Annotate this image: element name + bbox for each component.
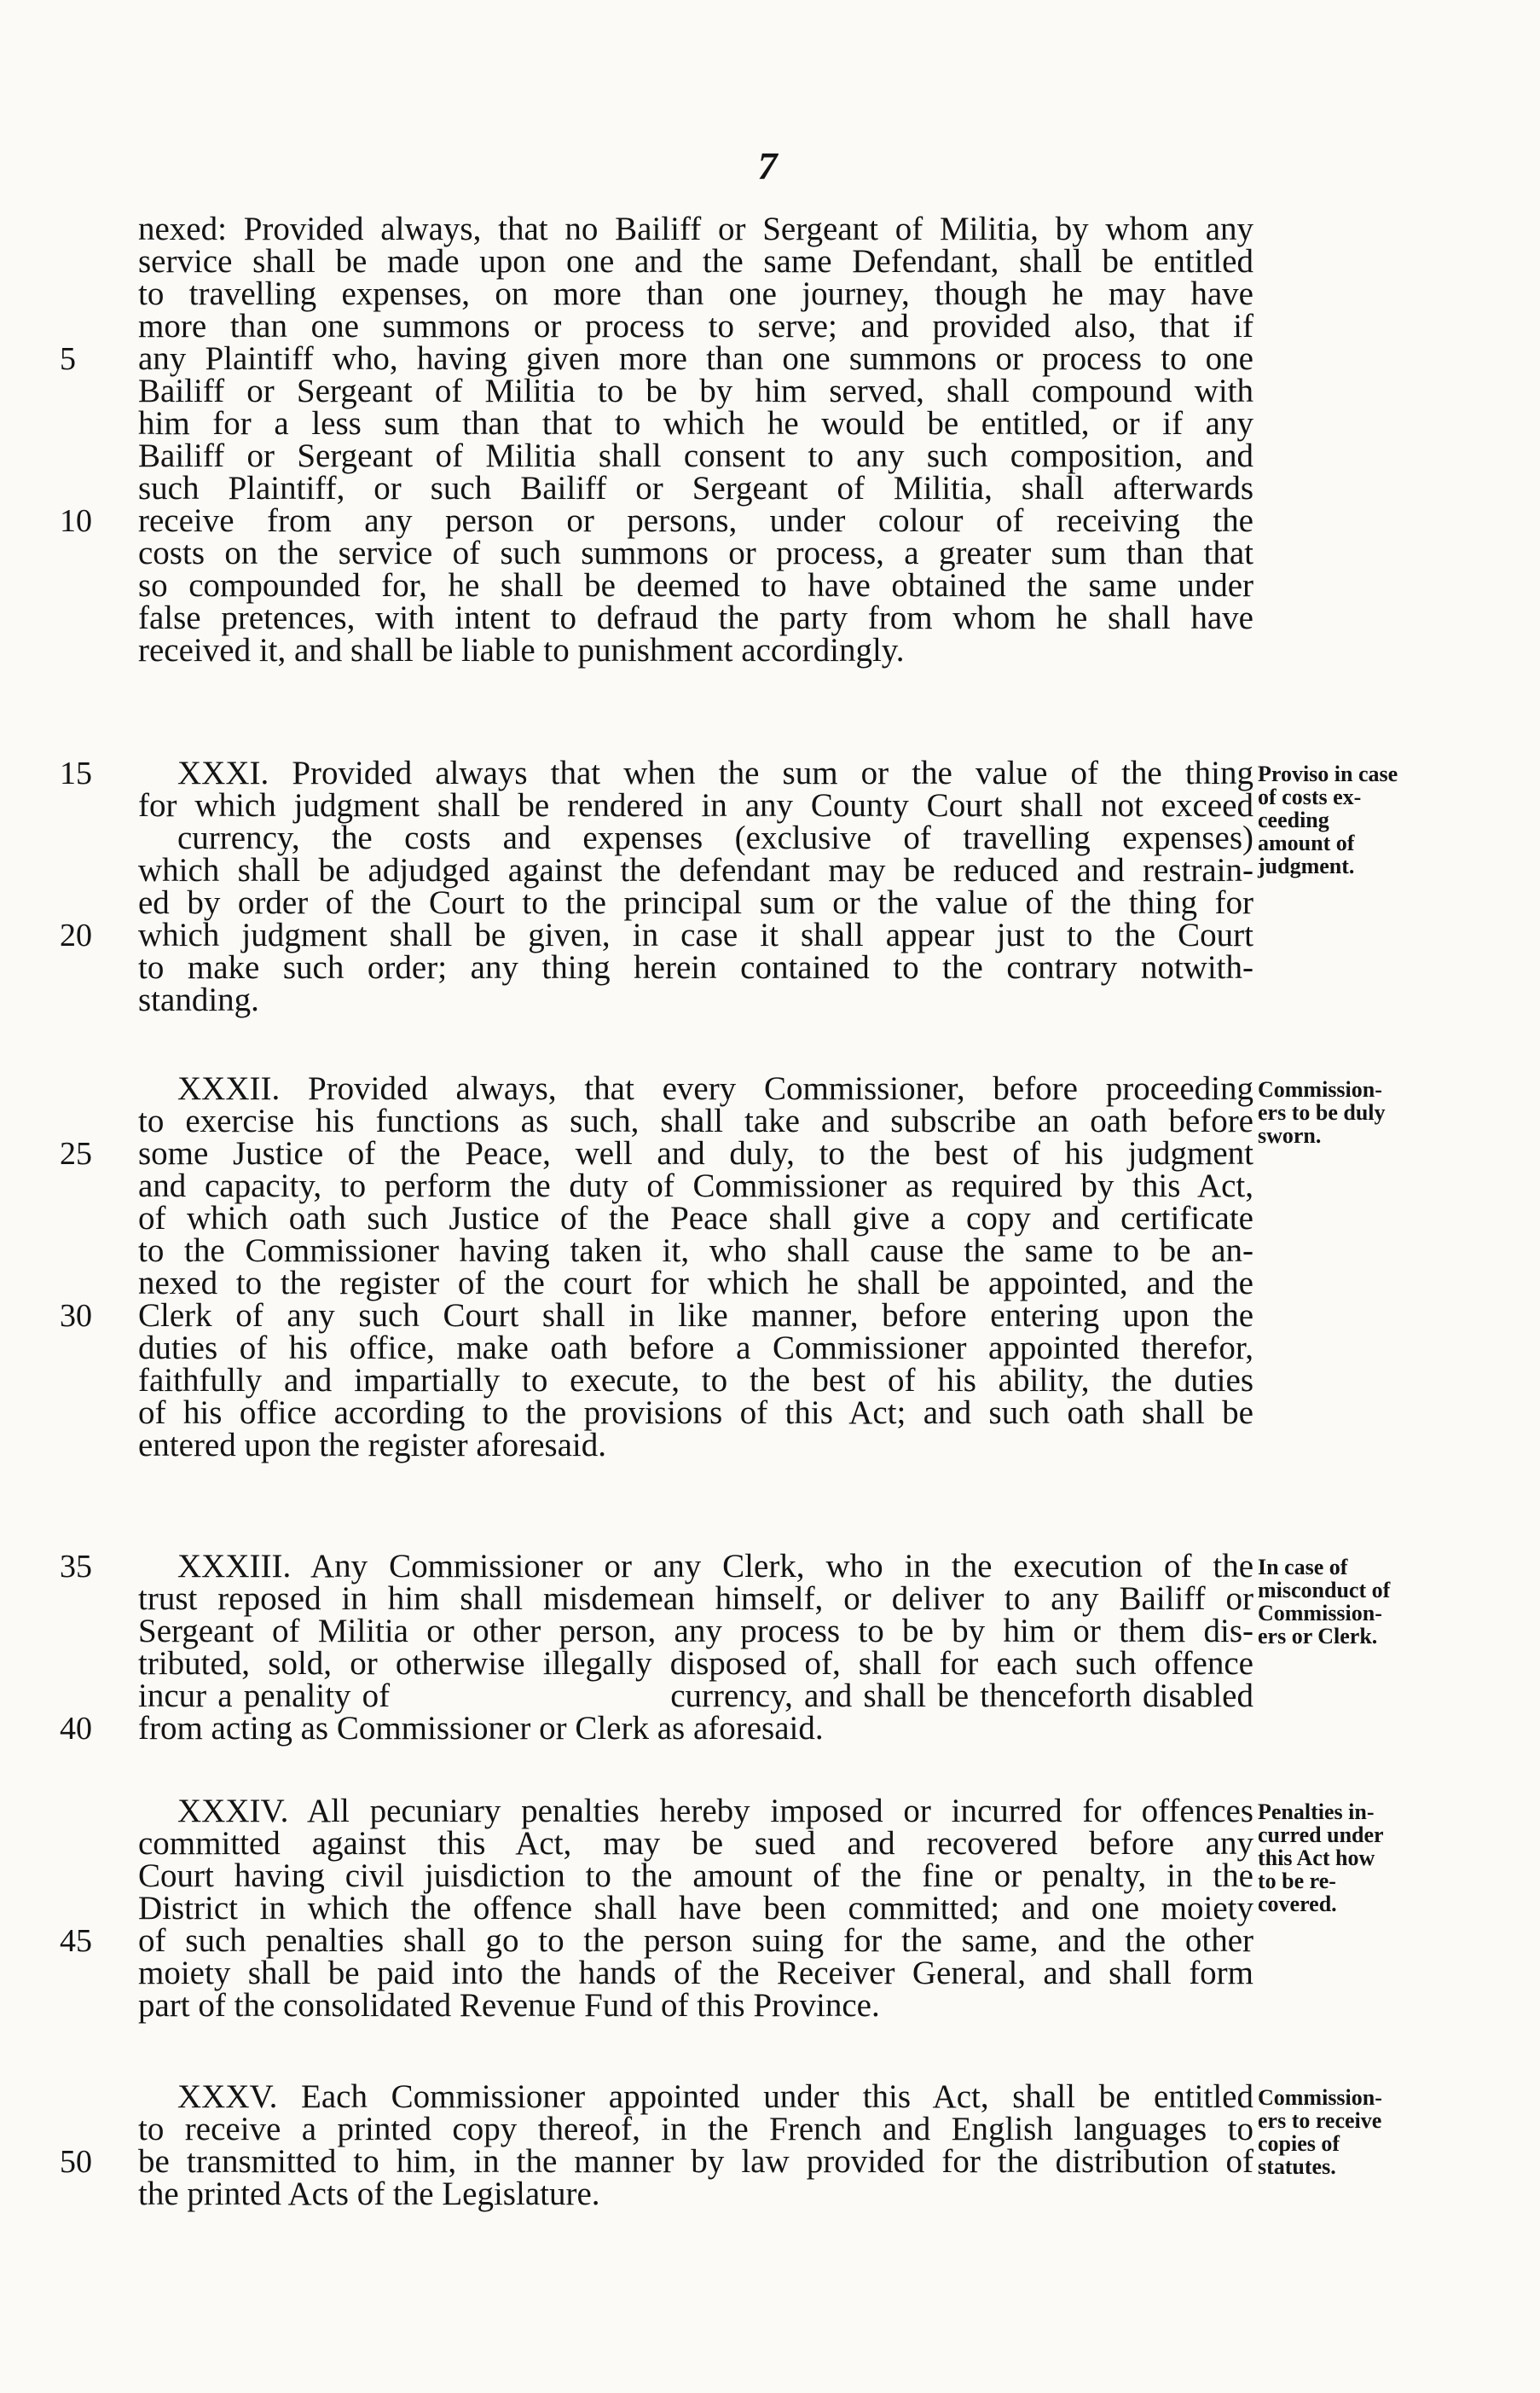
line-number: 50 <box>60 2144 92 2180</box>
margin-note-line: In case of <box>1258 1555 1348 1579</box>
text-line: XXXIII. Any Commissioner or any Clerk, who in the execution of the <box>177 1548 1253 1585</box>
margin-note <box>1258 762 1497 878</box>
margin-note-line: judgment. <box>1258 854 1355 878</box>
margin-note <box>1258 1078 1497 1147</box>
text-line: Bailiff or Sergeant of Militia to be by him served, shall compound with <box>138 373 1253 409</box>
text-line: Court having civil juisdiction to the amount of the fine or penalty, in the <box>138 1857 1253 1894</box>
page-number: 7 <box>757 144 778 188</box>
text-line: of which oath such Justice of the Peace shall give a copy and certificate <box>138 1200 1253 1237</box>
margin-note-line: ers to receive <box>1258 2108 1382 2133</box>
margin-note-line: amount of <box>1258 831 1355 855</box>
margin-note <box>1258 2086 1497 2178</box>
text-line: trust reposed in him shall misdemean himself, or deliver to any Bailiff or <box>138 1580 1253 1617</box>
margin-note-line: to be re- <box>1258 1869 1336 1893</box>
text-line: duties of his office, make oath before a Commissioner appointed therefor, <box>138 1330 1253 1366</box>
margin-note <box>1258 1800 1497 1915</box>
text-line: some Justice of the Peace, well and duly, to the best of his judgment <box>138 1135 1253 1172</box>
margin-note-line: sworn. <box>1258 1123 1322 1148</box>
margin-note-line: Proviso in case <box>1258 762 1398 786</box>
text-line: ed by order of the Court to the principal sum or the value of the thing for <box>138 884 1253 921</box>
line-number: 10 <box>60 503 92 539</box>
margin-note-line: curred under <box>1258 1822 1384 1847</box>
margin-note-line: this Act how <box>1258 1845 1375 1870</box>
text-line: any Plaintiff who, having given more than one summons or process to one <box>138 340 1253 377</box>
line-number: 25 <box>60 1136 92 1172</box>
text-line: to exercise his functions as such, shall take and subscribe an oath before <box>138 1103 1253 1139</box>
text-line: of such penalties shall go to the person suing for the same, and the other <box>138 1922 1253 1959</box>
text-line: nexed: Provided always, that no Bailiff or Sergeant of Militia, by whom any <box>138 211 1253 247</box>
line-number: 45 <box>60 1923 92 1959</box>
text-line: to the Commissioner having taken it, who shall cause the same to be an- <box>138 1232 1253 1269</box>
margin-note-line: Commission- <box>1258 2085 1382 2110</box>
line-number: 30 <box>60 1298 92 1334</box>
line-number: 35 <box>60 1549 92 1585</box>
text-line: for which judgment shall be rendered in any County Court shall not exceed <box>138 787 1253 824</box>
text-line: nexed to the register of the court for which he shall be appointed, and the <box>138 1265 1253 1301</box>
text-line: XXXI. Provided always that when the sum or the value of the thing <box>177 755 1253 791</box>
margin-note-line: covered. <box>1258 1892 1337 1916</box>
text-line: entered upon the register aforesaid. <box>138 1427 607 1463</box>
line-number: 40 <box>60 1711 92 1747</box>
text-line: XXXII. Provided always, that every Commissioner, before proceeding <box>177 1070 1253 1107</box>
text-line: the printed Acts of the Legislature. <box>138 2176 600 2212</box>
text-line: him for a less sum than that to which he would be entitled, or if any <box>138 405 1253 442</box>
text-line: Bailiff or Sergeant of Militia shall consent to any such composition, and <box>138 437 1253 474</box>
margin-note-line: Commission- <box>1258 1077 1382 1102</box>
text-line: District in which the offence shall have been committed; and one moiety <box>138 1890 1253 1927</box>
text-line: to travelling expenses, on more than one journey, though he may have <box>138 275 1253 312</box>
text-line: from acting as Commissioner or Clerk as aforesaid. <box>138 1710 824 1747</box>
text-line: faithfully and impartially to execute, to the best of his ability, the duties <box>138 1362 1253 1399</box>
text-line: Clerk of any such Court shall in like manner, before entering upon the <box>138 1297 1253 1334</box>
line-number: 15 <box>60 756 92 791</box>
text-line: such Plaintiff, or such Bailiff or Sergeant of Militia, shall afterwards <box>138 470 1253 507</box>
text-line: which judgment shall be given, in case it shall appear just to the Court <box>138 917 1253 953</box>
text-line: tributed, sold, or otherwise illegally disposed of, shall for each such offence <box>138 1645 1253 1682</box>
margin-note-line: ceeding <box>1258 808 1329 832</box>
margin-note-line: ers to be duly <box>1258 1100 1386 1125</box>
text-line: incur a penality of currency, and shall be thenceforth disabled <box>138 1677 1253 1714</box>
text-line: which shall be adjudged against the defendant may be reduced and restrain- <box>138 852 1253 889</box>
text-line: and capacity, to perform the duty of Commissioner as required by this Act, <box>138 1168 1253 1204</box>
text-line: received it, and shall be liable to punishment accordingly. <box>138 632 905 669</box>
margin-note-line: Penalties in- <box>1258 1799 1375 1824</box>
text-line: committed against this Act, may be sued and recovered before any <box>138 1825 1253 1862</box>
text-line: of his office according to the provisions of this Act; and such oath shall be <box>138 1394 1253 1431</box>
text-line: be transmitted to him, in the manner by law provided for the distribution of <box>138 2143 1253 2180</box>
text-line: costs on the service of such summons or process, a greater sum than that <box>138 535 1253 571</box>
margin-note-line: of costs ex- <box>1258 785 1362 809</box>
text-line: so compounded for, he shall be deemed to have obtained the same under <box>138 567 1253 604</box>
text-line: currency, the costs and expenses (exclusive of travelling expenses) <box>177 820 1253 856</box>
margin-note <box>1258 1556 1497 1648</box>
line-number: 20 <box>60 918 92 953</box>
text-line: XXXV. Each Commissioner appointed under this Act, shall be entitled <box>177 2078 1253 2115</box>
text-line: Sergeant of Militia or other person, any process to be by him or them dis- <box>138 1613 1253 1649</box>
text-line: to make such order; any thing herein contained to the contrary notwith- <box>138 949 1253 986</box>
margin-note-line: statutes. <box>1258 2154 1336 2179</box>
text-line: XXXIV. All pecuniary penalties hereby imposed or incurred for offences <box>177 1793 1253 1829</box>
text-line: receive from any person or persons, under colour of receiving the <box>138 502 1253 539</box>
text-line: standing. <box>138 982 259 1018</box>
margin-note-line: ers or Clerk. <box>1258 1624 1378 1648</box>
text-line: part of the consolidated Revenue Fund of this Province. <box>138 1987 880 2024</box>
margin-note-line: misconduct of <box>1258 1578 1391 1602</box>
line-number: 5 <box>60 341 76 377</box>
margin-note-line: copies of <box>1258 2131 1340 2156</box>
text-line: more than one summons or process to serve; and provided also, that if <box>138 308 1253 345</box>
text-line: to receive a printed copy thereof, in the French and English languages to <box>138 2111 1253 2147</box>
text-line: service shall be made upon one and the same Defendant, shall be entitled <box>138 243 1253 280</box>
text-line: false pretences, with intent to defraud the party from whom he shall have <box>138 600 1253 636</box>
text-line: moiety shall be paid into the hands of the Receiver General, and shall form <box>138 1955 1253 1991</box>
margin-note-line: Commission- <box>1258 1601 1382 1625</box>
